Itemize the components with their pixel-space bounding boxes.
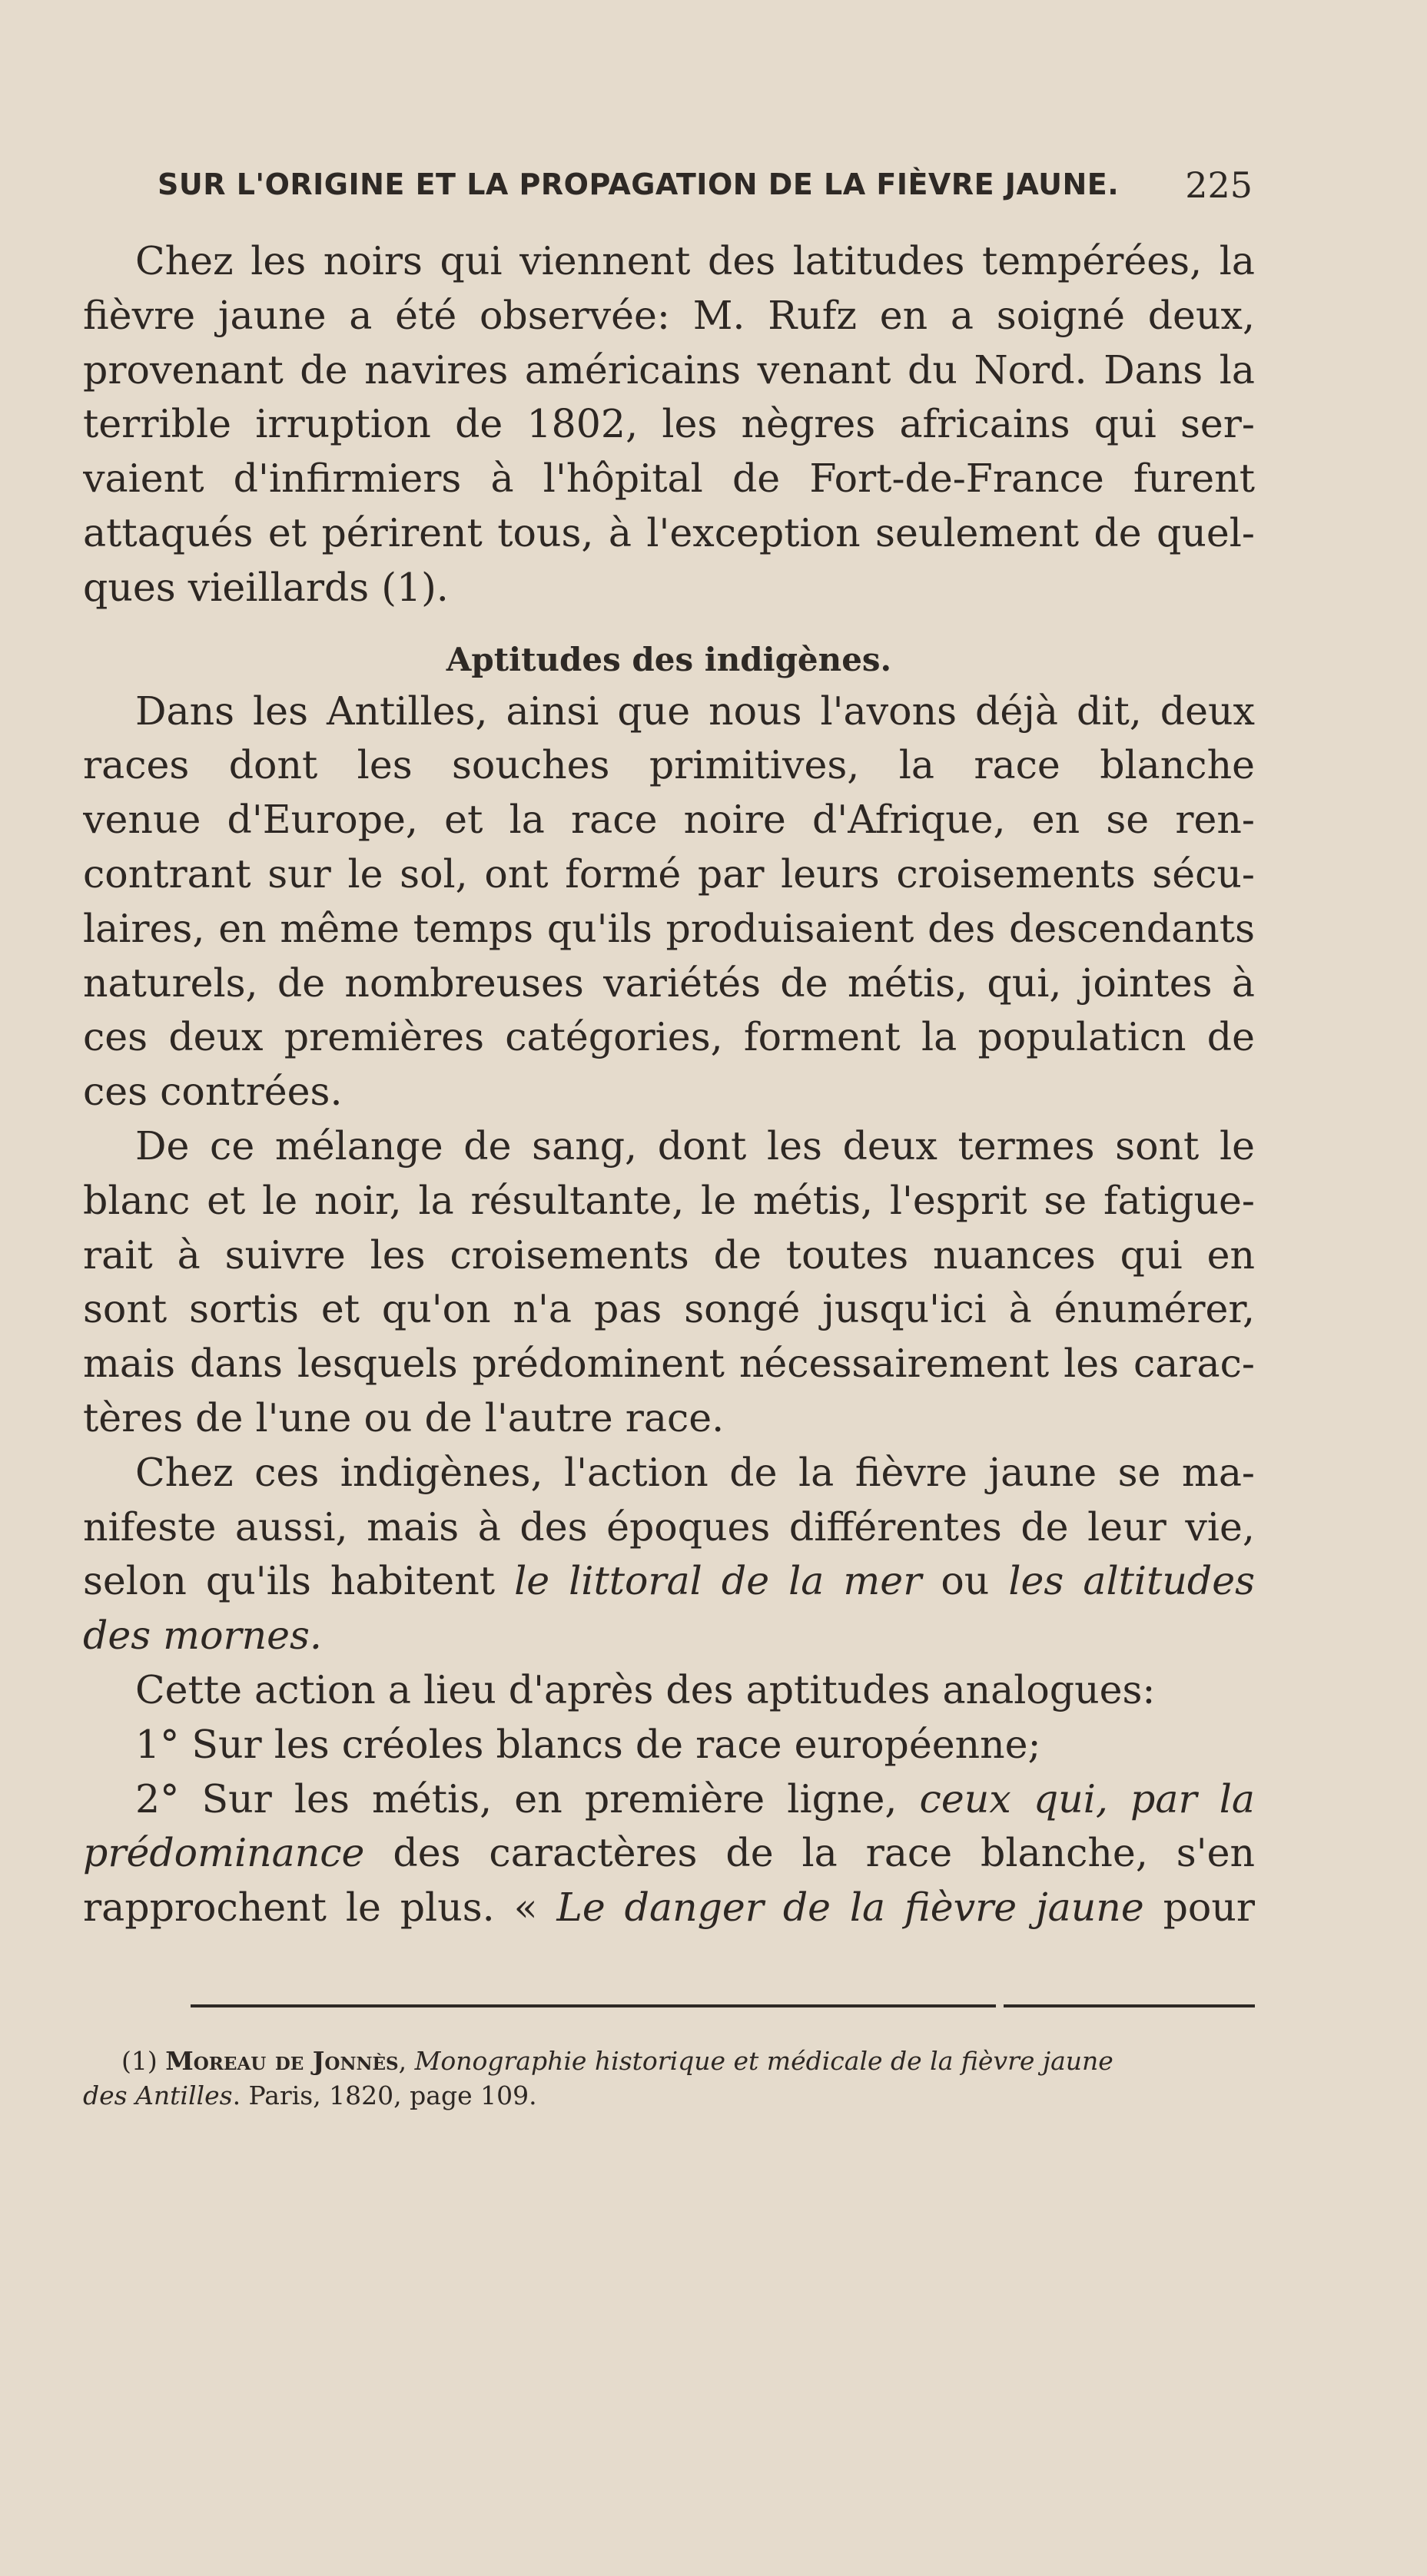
footnote-separator xyxy=(191,2004,1255,2009)
italic-span: Le danger de la fièvre jaune xyxy=(556,1885,1144,1931)
italic-span: les altitudes xyxy=(1008,1558,1255,1604)
text-line: rait à suivre les croisements de toutes nuances qui en xyxy=(83,1232,1255,1278)
text-line: blanc et le noir, la résultante, le métis, l'esprit se fatigue- xyxy=(83,1177,1255,1223)
footnote-author: Moreau de Jonnès xyxy=(165,2046,399,2076)
body-text xyxy=(83,234,1255,1935)
text-line: races dont les souches primitives, la race blanche xyxy=(83,742,1255,788)
italic-span: le littoral de la mer xyxy=(514,1558,922,1604)
footnote-marker: (1) xyxy=(121,2046,166,2076)
footnote-title: Monographie historique et médicale de la fièvre jaune xyxy=(414,2046,1113,2076)
section-heading: Aptitudes des indigènes. xyxy=(446,640,892,678)
text-line: vaient d'infirmiers à l'hôpital de Fort-de-France furent xyxy=(83,456,1255,502)
text-span: selon qu'ils habitent xyxy=(83,1558,515,1604)
text-line: mais dans lesquels prédominent nécessairement les carac- xyxy=(83,1341,1255,1387)
separator-rule xyxy=(1004,2004,1255,2007)
text-line: De ce mélange de sang, dont les deux termes sont le xyxy=(135,1122,1255,1169)
text-line: ces contrées. xyxy=(83,1069,343,1115)
text-line: terrible irruption de 1802, les nègres africains qui ser- xyxy=(83,401,1255,447)
text-line: Chez ces indigènes, l'action de la fièvre jaune se ma- xyxy=(135,1449,1255,1495)
italic-span: ceux qui, par la xyxy=(919,1775,1255,1822)
running-title: SUR L'ORIGINE ET LA PROPAGATION DE LA FIÈVRE JAUNE. xyxy=(158,167,1120,201)
text-span: des caractères de la race blanche, s'en xyxy=(364,1830,1255,1876)
text-line: Dans les Antilles, ainsi que nous l'avons déjà dit, deux xyxy=(135,688,1255,734)
footnote-title: des Antilles xyxy=(83,2080,233,2110)
text-line: provenant de navires américains venant du Nord. Dans la xyxy=(83,346,1255,393)
text-line: attaqués et périrent tous, à l'exception seulement de quel- xyxy=(83,509,1255,555)
text-span: , xyxy=(398,2046,415,2076)
text-line: ques vieillards (1). xyxy=(83,564,449,610)
text-span: 2° Sur les métis, en première ligne, xyxy=(135,1775,920,1822)
text-span: pour xyxy=(1143,1885,1255,1931)
text-line xyxy=(83,1772,1255,1827)
text-line xyxy=(83,1881,1255,1935)
text-line: laires, en même temps qu'ils produisaient des descendants xyxy=(83,905,1255,951)
page-number: 225 xyxy=(1185,164,1253,206)
text-line: venue d'Europe, et la race noire d'Afrique, en se ren- xyxy=(83,797,1255,843)
footnote-rest: . Paris, 1820, page 109. xyxy=(232,2080,537,2110)
footnote-line xyxy=(83,2078,1255,2113)
italic-span: prédominance xyxy=(83,1830,365,1876)
footnote-line xyxy=(83,2044,1255,2078)
separator-rule xyxy=(191,2004,996,2007)
page-header xyxy=(158,164,1253,214)
text-line: 1° Sur les créoles blancs de race européenne; xyxy=(135,1721,1041,1767)
text-line xyxy=(83,1609,1255,1663)
text-line: fièvre jaune a été observée: M. Rufz en a soigné deux, xyxy=(83,292,1255,338)
text-span: ou xyxy=(921,1558,1009,1604)
text-line: sont sortis et qu'on n'a pas songé jusqu'ici à énumérer, xyxy=(83,1286,1255,1332)
text-line: ces deux premières catégories, forment la populaticn de xyxy=(83,1014,1255,1060)
text-line: contrant sur le sol, ont formé par leurs croisements sécu- xyxy=(83,850,1255,897)
text-line: naturels, de nombreuses variétés de métis, qui, jointes à xyxy=(83,960,1255,1006)
text-line xyxy=(83,1554,1255,1609)
text-span: rapprochent le plus. « xyxy=(83,1885,557,1931)
text-line xyxy=(83,1826,1255,1881)
text-line: nifeste aussi, mais à des époques différentes de leur vie, xyxy=(83,1503,1255,1550)
italic-span: des mornes. xyxy=(83,1613,322,1659)
text-line: Cette action a lieu d'après des aptitudes analogues: xyxy=(135,1666,1156,1712)
text-line: Chez les noirs qui viennent des latitudes tempérées, la xyxy=(135,238,1255,283)
text-line: tères de l'une ou de l'autre race. xyxy=(83,1394,725,1441)
footnote xyxy=(83,2044,1255,2113)
